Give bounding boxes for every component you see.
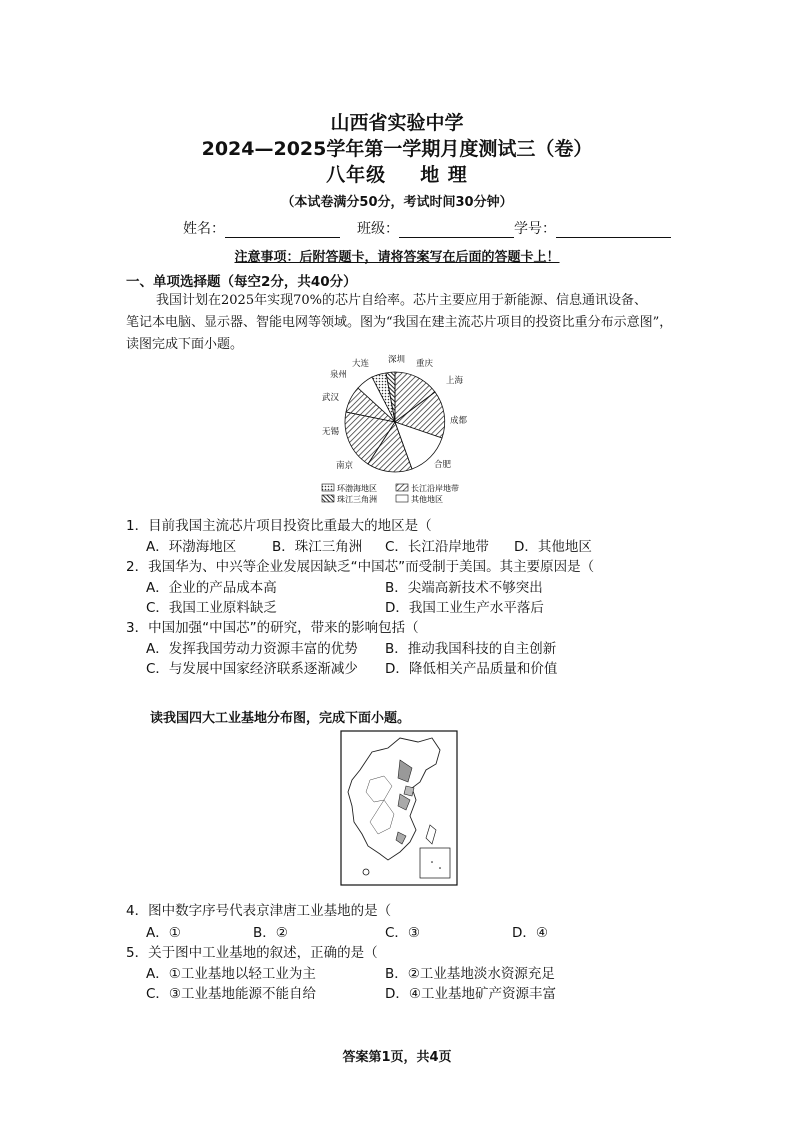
legend-bohai: 环渤海地区 (337, 484, 377, 493)
attention-note: 注意事项：后附答题卡，请将答案写在后面的答题卡上！ (234, 250, 560, 265)
q1-option-b[interactable]: B．珠江三角洲 (272, 539, 363, 555)
q4-option-a[interactable]: A．① (146, 925, 181, 941)
label-quanzhou: 泉州 (330, 370, 348, 380)
intro-line-1: 我国计划在2025年实现70%的芯片自给率。芯片主要应用于新能源、信息通讯设备、 (156, 293, 647, 308)
question-5-stem: 5．关于图中工业基地的叙述，正确的是（ (126, 945, 378, 961)
pie (345, 372, 445, 472)
subject-label: 地 理 (420, 164, 468, 186)
class-blank[interactable] (399, 223, 514, 238)
name-blank[interactable] (225, 223, 340, 238)
q4-option-b[interactable]: B．② (253, 925, 288, 941)
legend-zhujiang: 珠江三角洲 (337, 495, 377, 504)
q2-option-a[interactable]: A．企业的产品成本高 (146, 580, 277, 596)
label-shanghai: 上海 (446, 376, 464, 386)
legend-swatch-zhujiang (322, 495, 334, 502)
question-2-stem: 2．我国华为、中兴等企业发展因缺乏“中国芯”而受制于美国。其主要原因是（ (126, 559, 595, 575)
student-info-row (0, 218, 794, 238)
inset-island-2 (439, 867, 441, 869)
q5-option-c[interactable]: C．③工业基地能源不能自给 (146, 986, 317, 1002)
q4-option-c[interactable]: C．③ (385, 925, 421, 941)
label-wuxi: 无锡 (322, 427, 340, 437)
pie-legend (322, 483, 459, 504)
label-dalian: 大连 (352, 359, 370, 369)
south-china-sea-inset (420, 848, 450, 878)
industrial-base-shade-4 (404, 786, 414, 796)
legend-other: 其他地区 (411, 495, 443, 504)
q1-option-a[interactable]: A．环渤海地区 (146, 539, 237, 555)
q3-option-c[interactable]: C．与发展中国家经济联系逐渐减少 (146, 661, 358, 677)
question-1-stem: 1．目前我国主流芯片项目投资比重最大的地区是（ (126, 518, 432, 534)
q3-option-b[interactable]: B．推动我国科技的自主创新 (385, 641, 557, 657)
page-footer: 答案第1页，共4页 (342, 1050, 452, 1065)
legend-swatch-bohai (322, 484, 334, 491)
label-shenzhen: 深圳 (388, 355, 406, 365)
q2-option-b[interactable]: B．尖端高新技术不够突出 (385, 580, 543, 596)
label-wuhan: 武汉 (322, 393, 340, 403)
label-chongqing: 重庆 (416, 359, 434, 369)
legend-swatch-other (396, 495, 408, 502)
id-field[interactable] (514, 218, 671, 238)
industrial-base-map (340, 730, 458, 886)
term-title: 2024—2025学年第一学期月度测试三（卷） (201, 138, 593, 160)
question-4-stem: 4．图中数字序号代表京津唐工业基地的是（ (126, 903, 392, 919)
label-chengdu: 成都 (450, 416, 468, 426)
q4-option-d[interactable]: D．④ (512, 925, 548, 941)
q5-option-b[interactable]: B．②工业基地淡水资源充足 (385, 966, 555, 982)
label-nanjing: 南京 (336, 461, 354, 471)
legend-swatch-changjiang (396, 484, 408, 491)
q2-option-d[interactable]: D．我国工业生产水平落后 (385, 600, 544, 616)
legend-changjiang: 长江沿岸地带 (411, 484, 459, 493)
label-hefei: 合肥 (434, 460, 452, 470)
class-field[interactable] (357, 218, 514, 238)
grade-subject-title (0, 160, 794, 187)
chip-investment-pie-figure (300, 350, 500, 510)
grade-label: 八年级 (326, 164, 387, 186)
exam-note: （本试卷满分50分，考试时间30分钟） (281, 195, 513, 210)
q1-option-d[interactable]: D．其他地区 (514, 539, 592, 555)
id-blank[interactable] (556, 223, 671, 238)
school-title: 山西省实验中学 (330, 112, 464, 134)
q5-option-a[interactable]: A．①工业基地以轻工业为主 (146, 966, 316, 982)
inset-island-1 (431, 861, 433, 863)
q3-option-d[interactable]: D．降低相关产品质量和价值 (385, 661, 558, 677)
q3-option-a[interactable]: A．发挥我国劳动力资源丰富的优势 (146, 641, 358, 657)
intro-line-3: 读图完成下面小题。 (126, 337, 244, 352)
intro-line-2: 笔记本电脑、显示器、智能电网等领域。图为“我国在建主流芯片项目的投资比重分布示意图”， (126, 315, 673, 330)
q2-option-c[interactable]: C．我国工业原料缺乏 (146, 600, 277, 616)
section-heading: 一、单项选择题（每空2分，共40分） (126, 274, 357, 290)
q5-option-d[interactable]: D．④工业基地矿产资源丰富 (385, 986, 556, 1002)
name-label: 姓名： (183, 221, 225, 237)
class-label: 班级： (357, 221, 399, 237)
id-label: 学号： (514, 221, 556, 237)
q1-option-c[interactable]: C．长江沿岸地带 (385, 539, 489, 555)
map-intro: 读我国四大工业基地分布图，完成下面小题。 (150, 711, 411, 726)
name-field[interactable] (183, 218, 340, 238)
question-3-stem: 3．中国加强“中国芯”的研究，带来的影响包括（ (126, 620, 419, 636)
